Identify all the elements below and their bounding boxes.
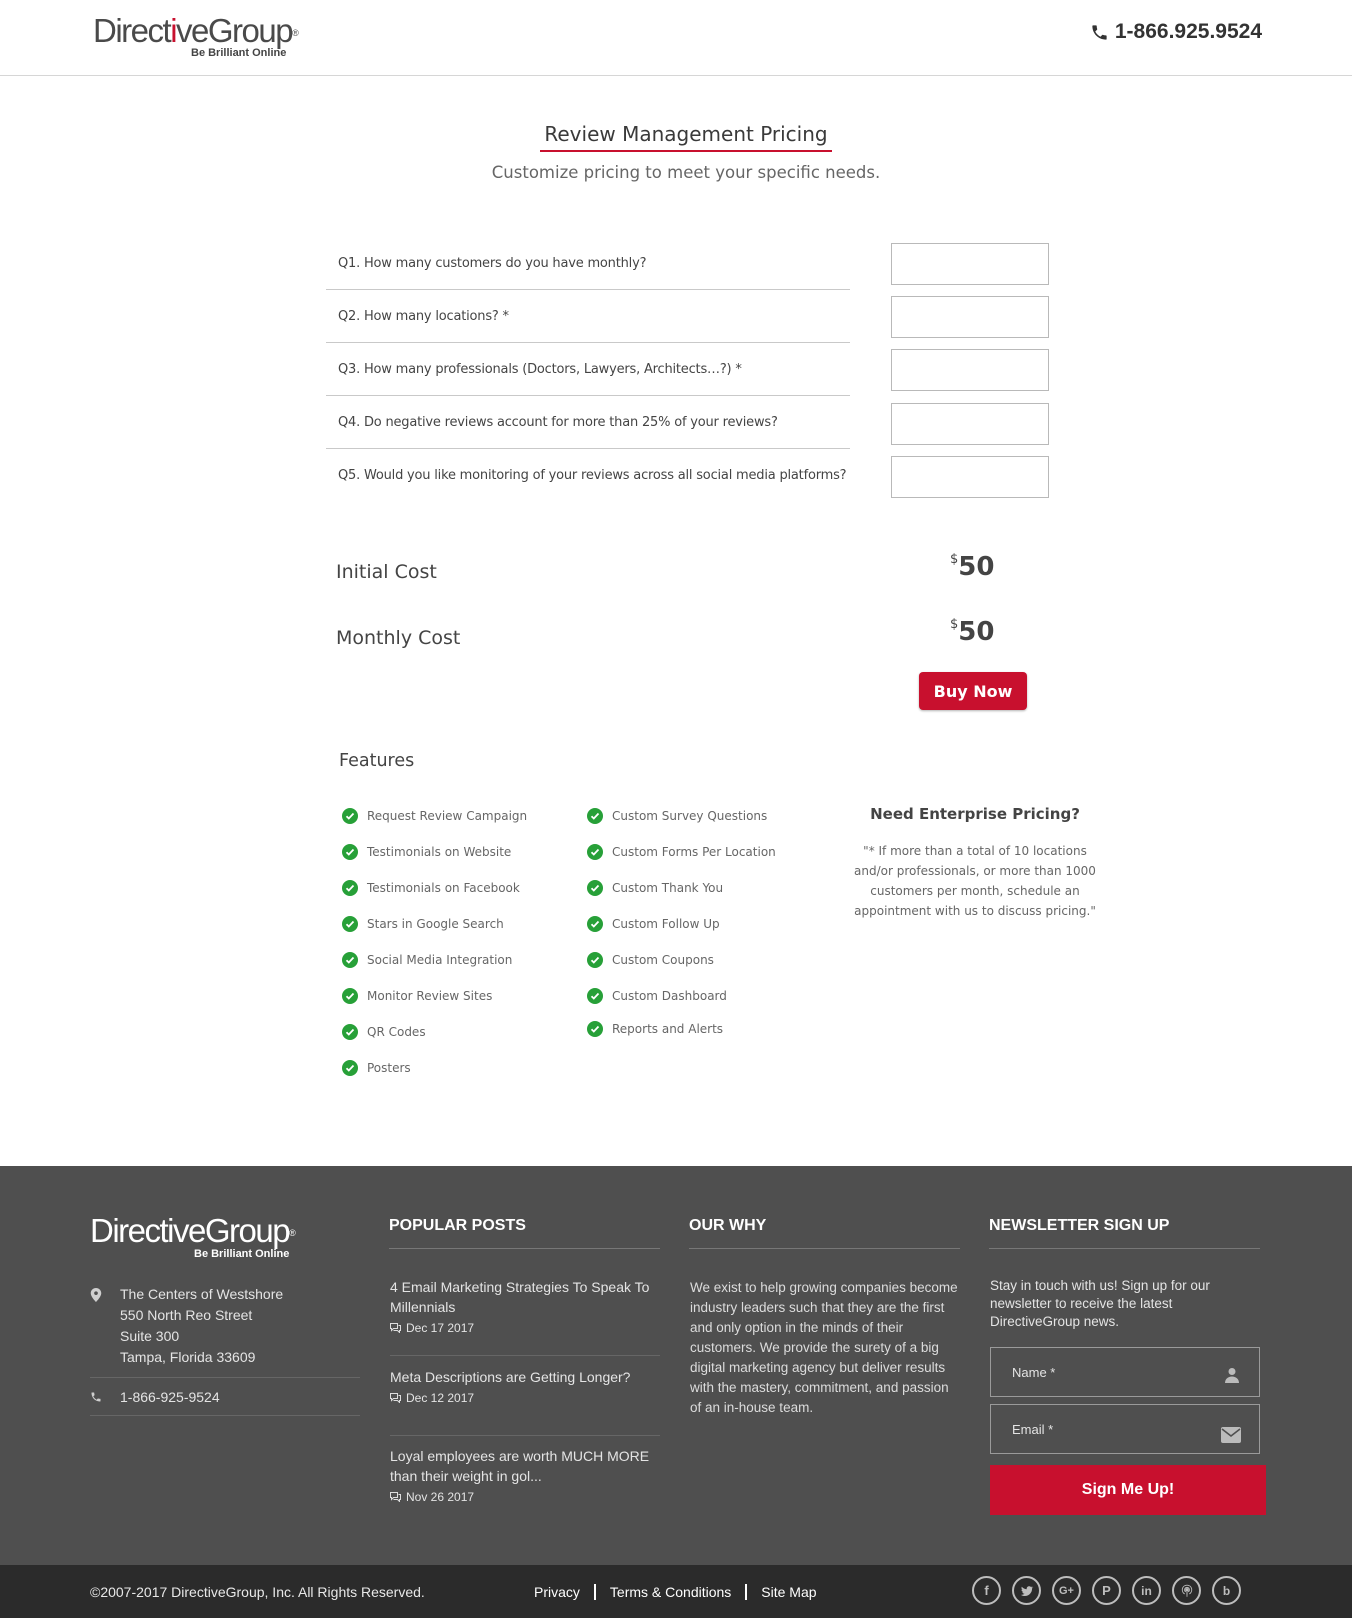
check-icon xyxy=(342,844,358,860)
comment-icon xyxy=(390,1323,401,1333)
our-why-title: OUR WHY xyxy=(689,1217,767,1234)
buy-now-button[interactable]: Buy Now xyxy=(919,672,1027,710)
check-icon xyxy=(587,808,603,824)
check-icon xyxy=(342,988,358,1004)
linkedin-icon[interactable]: in xyxy=(1132,1576,1161,1605)
post-item[interactable] xyxy=(390,1277,660,1356)
newsletter-email-field[interactable] xyxy=(990,1404,1260,1454)
divider xyxy=(989,1248,1260,1249)
popular-posts-title: POPULAR POSTS xyxy=(389,1217,526,1234)
comment-icon xyxy=(390,1393,401,1403)
question-row-1 xyxy=(326,237,850,290)
copyright: ©2007-2017 DirectiveGroup, Inc. All Rights Reserved. xyxy=(90,1584,425,1600)
feature-item: Social Media Integration xyxy=(342,952,512,968)
bottom-links xyxy=(534,1584,817,1600)
address-line: 550 North Reo Street xyxy=(120,1307,253,1323)
our-why-text: We exist to help growing companies become industry leaders such that they are the first and only option in the minds of their customers. We provide the surety of a big digital marketing agency but deliver results with the mastery, commitment, and passion of an in-house team. xyxy=(690,1280,958,1415)
phone-icon xyxy=(1090,23,1109,42)
newsletter-text: Stay in touch with us! Sign up for our newsletter to receive the latest DirectiveGroup news. xyxy=(990,1278,1210,1329)
footer-logo-tagline: Be Brilliant Online xyxy=(194,1248,290,1260)
check-icon xyxy=(342,952,358,968)
question-label-5: Q5. Would you like monitoring of your reviews across all social media platforms? xyxy=(338,468,847,483)
name-placeholder: Name * xyxy=(1012,1365,1056,1380)
check-icon xyxy=(342,1024,358,1040)
logo-tagline: Be Brilliant Online xyxy=(191,47,287,59)
footer-logo-wordmark: DirectiveGroup® xyxy=(90,1212,295,1249)
post-item[interactable] xyxy=(390,1437,660,1504)
user-icon xyxy=(1223,1366,1241,1384)
check-icon xyxy=(342,1060,358,1076)
question-row-4 xyxy=(326,396,850,449)
question-label-4: Q4. Do negative reviews account for more than 25% of your reviews? xyxy=(338,415,778,430)
feature-item: Reports and Alerts xyxy=(587,1021,723,1037)
feature-item: Custom Forms Per Location xyxy=(587,844,776,860)
feature-item: Custom Follow Up xyxy=(587,916,720,932)
question-input-3[interactable] xyxy=(891,349,1049,391)
check-icon xyxy=(342,880,358,896)
twitter-icon[interactable] xyxy=(1012,1576,1041,1605)
header-phone[interactable] xyxy=(1090,20,1262,44)
post-date: Nov 26 2017 xyxy=(390,1490,660,1504)
feature-item: Custom Coupons xyxy=(587,952,714,968)
comment-icon xyxy=(390,1492,401,1502)
header-phone-number: 1-866.925.9524 xyxy=(1114,20,1262,43)
enterprise-text: "* If more than a total of 10 locations and/or professionals, or more than 1000 customers per month, schedule an appointment with us to discuss pricing." xyxy=(854,844,1096,918)
footer-phone-number: 1-866-925-9524 xyxy=(120,1389,220,1405)
feature-item: Stars in Google Search xyxy=(342,916,504,932)
address-line: Tampa, Florida 33609 xyxy=(120,1349,256,1365)
sign-up-button[interactable]: Sign Me Up! xyxy=(990,1465,1266,1515)
facebook-icon[interactable]: f xyxy=(972,1576,1001,1605)
question-label-3: Q3. How many professionals (Doctors, Lawyers, Architects…?) * xyxy=(338,362,742,377)
check-icon xyxy=(587,952,603,968)
bottom-bar xyxy=(0,1565,1352,1618)
envelope-icon xyxy=(1221,1427,1241,1443)
feature-item: Testimonials on Facebook xyxy=(342,880,520,896)
address-line: The Centers of Westshore xyxy=(120,1286,284,1302)
newsletter-title: NEWSLETTER SIGN UP xyxy=(989,1217,1170,1234)
question-input-5[interactable] xyxy=(891,456,1049,498)
question-row-5 xyxy=(326,449,850,502)
post-date: Dec 12 2017 xyxy=(390,1391,660,1405)
page-title: Review Management Pricing xyxy=(540,122,831,152)
feature-item: Request Review Campaign xyxy=(342,808,527,824)
footer-address xyxy=(90,1284,360,1378)
check-icon xyxy=(342,916,358,932)
email-placeholder: Email * xyxy=(1012,1422,1054,1437)
question-label-2: Q2. How many locations? * xyxy=(338,309,509,324)
site-map-link[interactable]: Site Map xyxy=(761,1584,817,1600)
map-pin-icon xyxy=(90,1288,102,1302)
footer-logo[interactable] xyxy=(90,1214,330,1264)
enterprise-title: Need Enterprise Pricing? xyxy=(870,805,1080,823)
initial-cost-value: $50 xyxy=(950,552,995,582)
question-input-1[interactable] xyxy=(891,243,1049,285)
check-icon xyxy=(587,844,603,860)
question-input-2[interactable] xyxy=(891,296,1049,338)
social-links xyxy=(972,1576,1241,1605)
feature-item: Custom Survey Questions xyxy=(587,808,767,824)
features-title: Features xyxy=(339,751,415,771)
podcast-icon[interactable] xyxy=(1172,1576,1201,1605)
logo-wordmark: DirectiveGroup® xyxy=(93,12,298,49)
divider xyxy=(689,1248,960,1249)
newsletter-name-field[interactable] xyxy=(990,1347,1260,1397)
terms-link[interactable]: Terms & Conditions xyxy=(609,1584,732,1600)
feature-item: Monitor Review Sites xyxy=(342,988,492,1004)
site-header xyxy=(0,0,1352,76)
feature-item: Custom Thank You xyxy=(587,880,723,896)
monthly-cost-value: $50 xyxy=(950,617,995,647)
privacy-link[interactable]: Privacy xyxy=(534,1584,580,1600)
question-row-3 xyxy=(326,343,850,396)
feature-item: Posters xyxy=(342,1060,411,1076)
title-wrap xyxy=(0,122,1352,152)
divider xyxy=(745,1584,747,1600)
site-footer xyxy=(0,1166,1352,1565)
initial-cost-label: Initial Cost xyxy=(336,561,437,583)
google-plus-icon[interactable]: G+ xyxy=(1052,1576,1081,1605)
phone-icon xyxy=(90,1391,102,1403)
post-date: Dec 17 2017 xyxy=(390,1321,660,1335)
post-title[interactable]: 4 Email Marketing Strategies To Speak To Millennials xyxy=(390,1279,650,1315)
post-title[interactable]: Loyal employees are worth MUCH MORE than their weight in gol... xyxy=(390,1448,650,1484)
monthly-cost-label: Monthly Cost xyxy=(336,627,461,649)
logo[interactable] xyxy=(93,14,323,62)
check-icon xyxy=(587,916,603,932)
check-icon xyxy=(587,880,603,896)
blog-icon[interactable]: b xyxy=(1212,1576,1241,1605)
page-subtitle: Customize pricing to meet your specific needs. xyxy=(491,163,881,182)
post-title[interactable]: Meta Descriptions are Getting Longer? xyxy=(390,1369,631,1385)
feature-item: Testimonials on Website xyxy=(342,844,511,860)
question-label-1: Q1. How many customers do you have monthly? xyxy=(338,256,647,271)
feature-item: QR Codes xyxy=(342,1024,426,1040)
divider xyxy=(594,1584,596,1600)
divider xyxy=(389,1248,660,1249)
check-icon xyxy=(342,808,358,824)
pinterest-icon[interactable]: P xyxy=(1092,1576,1121,1605)
address-line: Suite 300 xyxy=(120,1328,180,1344)
question-row-2 xyxy=(326,290,850,343)
check-icon xyxy=(587,1021,603,1037)
question-input-4[interactable] xyxy=(891,403,1049,445)
feature-item: Custom Dashboard xyxy=(587,988,727,1004)
check-icon xyxy=(587,988,603,1004)
footer-phone[interactable] xyxy=(90,1378,360,1416)
post-item[interactable] xyxy=(390,1367,660,1436)
